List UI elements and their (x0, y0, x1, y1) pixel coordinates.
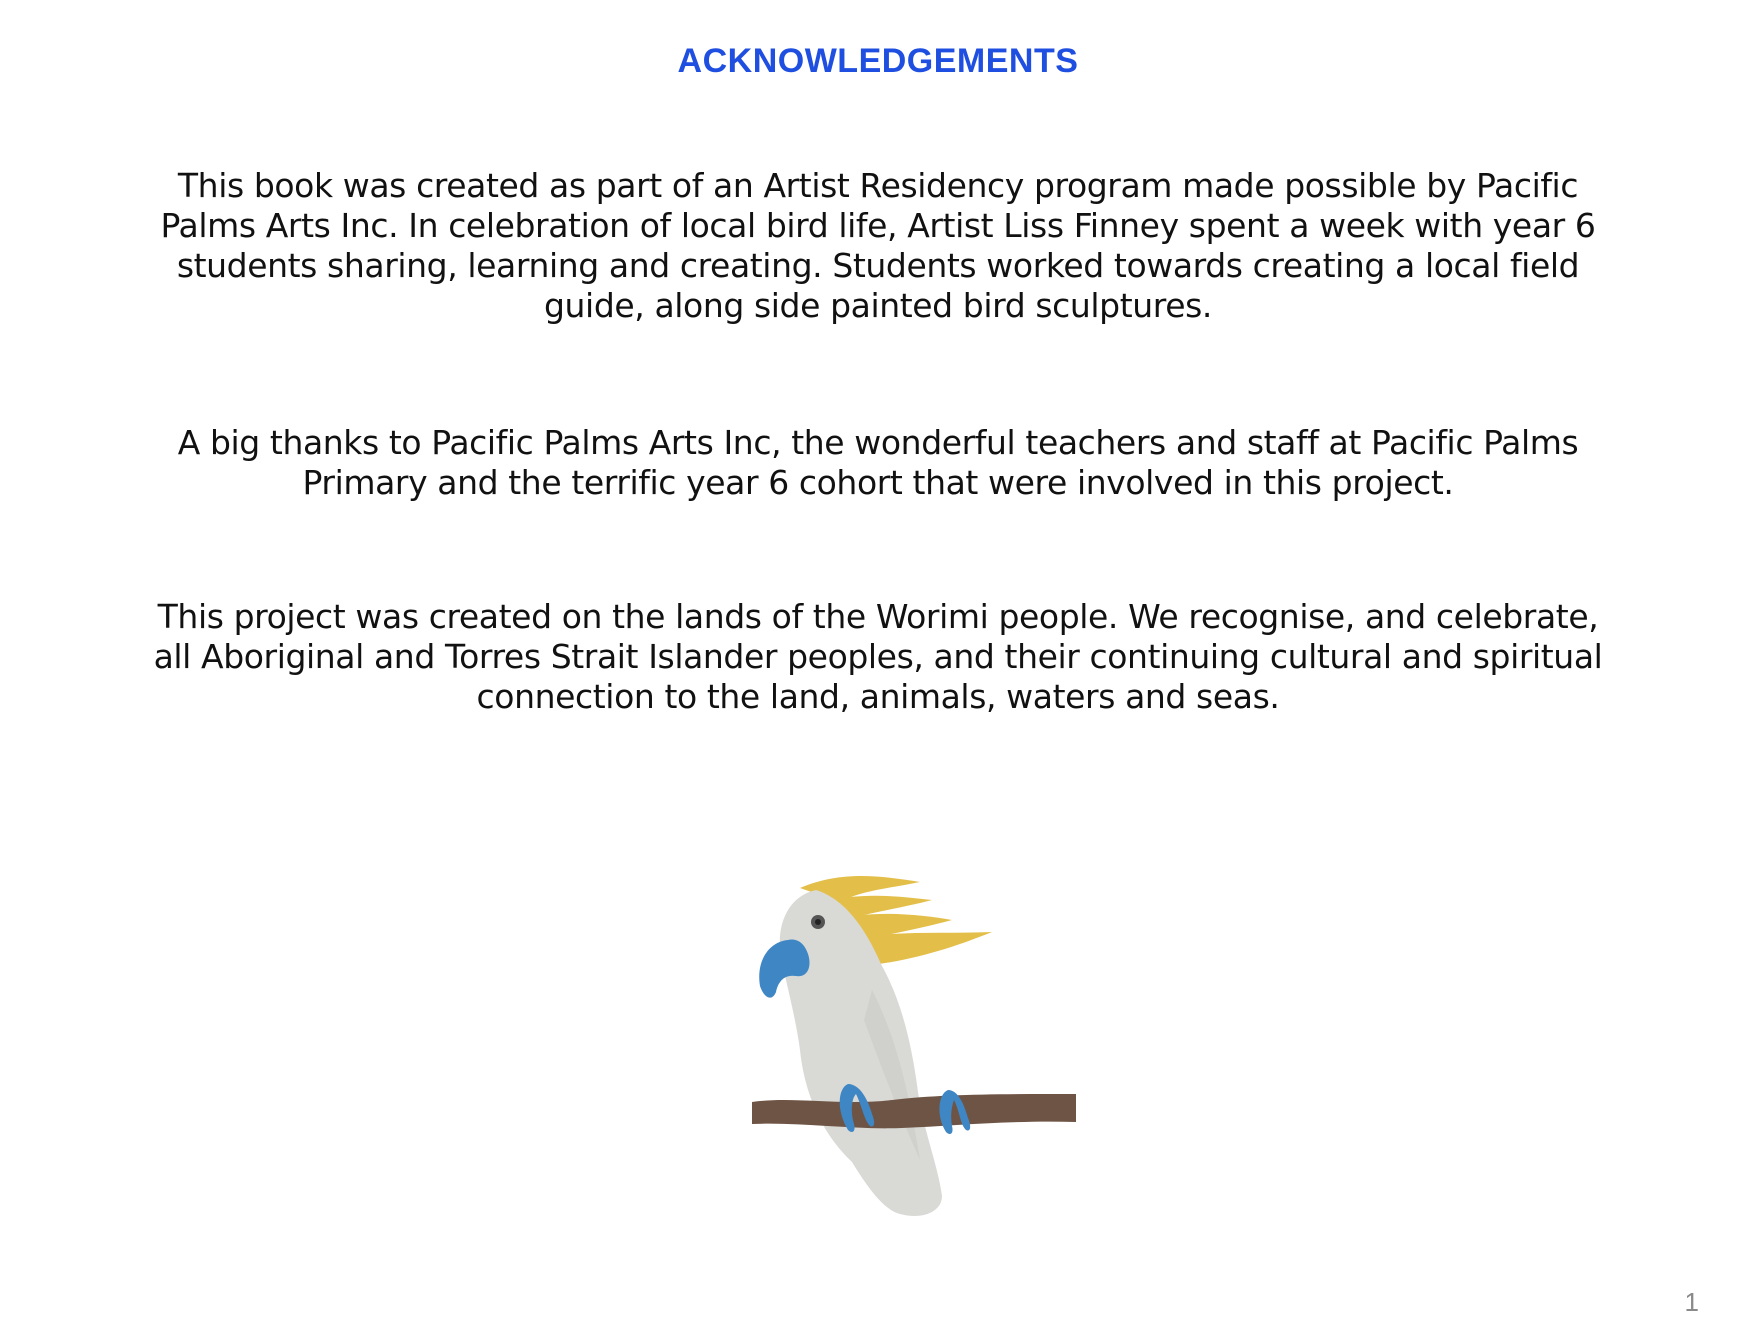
paragraph-line: Palms Arts Inc. In celebration of local bird life, Artist Liss Finney spent a week with year 6 (160, 206, 1596, 245)
cockatoo-icon (752, 870, 1076, 1220)
paragraph-residency (50, 166, 1706, 326)
paragraph-line: guide, along side painted bird sculptures. (543, 286, 1212, 325)
paragraph-line: A big thanks to Pacific Palms Arts Inc, the wonderful teachers and staff at Pacific Palms (177, 423, 1579, 462)
branch-icon (752, 1094, 1076, 1128)
paragraph-line: This book was created as part of an Artist Residency program made possible by Pacific (177, 166, 1579, 205)
paragraph-thanks (50, 423, 1706, 503)
cockatoo-illustration (752, 870, 1076, 1220)
paragraph-line: students sharing, learning and creating. Students worked towards creating a local field (176, 246, 1580, 285)
paragraph-country (50, 597, 1706, 717)
page-number: 1 (1684, 1287, 1699, 1317)
paragraph-line: connection to the land, animals, waters and seas. (476, 677, 1280, 716)
paragraph-line: This project was created on the lands of the Worimi people. We recognise, and celebrate, (157, 597, 1599, 636)
page-title: ACKNOWLEDGEMENTS (677, 42, 1079, 80)
paragraph-line: all Aboriginal and Torres Strait Islander peoples, and their continuing cultural and spiritual (153, 637, 1603, 676)
paragraph-line: Primary and the terrific year 6 cohort that were involved in this project. (302, 463, 1454, 502)
